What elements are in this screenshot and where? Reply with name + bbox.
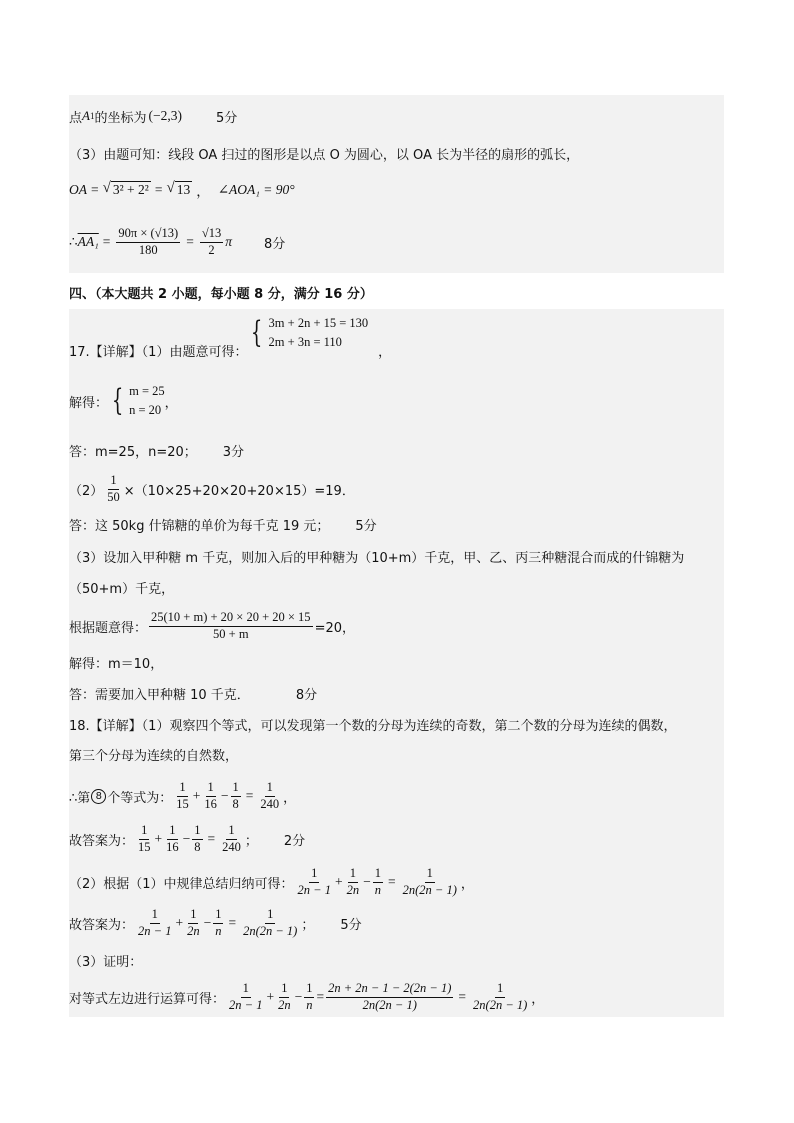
section-heading: 四、（本大题共 2 小题，每小题 8 分，满分 16 分）: [69, 286, 373, 302]
q18-answer-1: 故答案为： $\frac{1}{15}$ + $\frac{1}{16}$ − $\frac{1}{8}$ = $\frac{1}{240}$ ； 2分: [69, 822, 306, 854]
q18-intro-2: 第三个分母为连续的自然数，: [69, 748, 239, 764]
q17-part3-a: （3）设加入甲种糖 m 千克，则加入后的甲种糖为（10+m）千克，甲、乙、丙三种糖混合而成的什锦糖为: [69, 550, 685, 566]
q18-answer-2: 故答案为： $\frac{1}{2n - 1}$ + $\frac{1}{2n}$ − $\frac{1}{n}$ = $\frac{1}{2n(2n - 1)}$ ； 5分: [69, 906, 362, 938]
result-fraction: $\frac{√13}{2}$: [201, 225, 222, 257]
line-arc-length: ∴ AA₁ = $\frac{90\pi \times (√13)}{180}$ = $\frac{√13}{2}$ π 8分: [69, 225, 286, 257]
q18-proof-calc: 对等式左边进行运算可得： $\frac{1}{2n - 1}$ + $\frac{1}{2n}$ − $\frac{1}{n}$ = $\frac{2n + 2n - 1 - 2(2n - 1)}{2n(2n - 1)}$ = $\frac{1}{2n(2n - 1)}$ ，: [69, 980, 545, 1012]
line-arc-desc: （3）由题可知：线段 OA 扫过的图形是以点 O 为圆心，以 OA 长为半径的扇形的弧长，: [69, 147, 580, 163]
sqrt-13: √ 13: [166, 180, 191, 198]
q17-solution: 解得： { m = 25 n = 20 ，: [69, 383, 178, 418]
q18-intro: 18.【详解】（1）观察四个等式，可以发现第一个数的分母为连续的奇数，第二个数的分母为连续的偶数，: [69, 718, 677, 734]
mix-fraction: $\frac{25(10 + m) + 20 \times 20 + 20 \times 15}{50 + m}$: [151, 609, 311, 641]
circled-number: 8: [91, 789, 106, 804]
q18-proof: （3）证明：: [69, 954, 143, 970]
q18-eighth-equation: ∴第 8 个等式为： $\frac{1}{15}$ + $\frac{1}{16}$ − $\frac{1}{8}$ = $\frac{1}{240}$ ，: [69, 779, 297, 811]
solution-system: { m = 25 n = 20: [111, 383, 165, 418]
q17-answer: 答：m=25，n=20； 3分: [69, 444, 245, 460]
line-coordinate: 点 A 1 的坐标为 (−2,3) 5分: [69, 108, 238, 126]
equation-system: { 3m + 2n + 15 = 130 2m + 3n = 110: [251, 315, 369, 350]
arc-fraction: $\frac{90\pi \times (√13)}{180}$: [118, 225, 179, 257]
fraction-1-50: $\frac{1}{50}$: [107, 472, 120, 504]
q17-part3-solve: 解得：m＝10，: [69, 656, 164, 672]
q17-part2: （2） $\frac{1}{50}$ ×（10×25+20×20+20×15）=19．: [69, 472, 355, 504]
sqrt-expr: √ 3² + 2²: [102, 180, 149, 198]
q17-part3-b: （50+m）千克，: [69, 581, 175, 597]
line-oa-length: OA = √ 3² + 2² = √ 13 ， ∠AOA₁ = 90°: [69, 180, 295, 199]
q17-system: 17.【详解】（1）由题意可得： { 3m + 2n + 15 = 130 2m + 3n = 110 ，: [69, 315, 392, 360]
q17-part3-answer: 答：需要加入甲种糖 10 千克． 8分: [69, 687, 318, 703]
q18-general: （2）根据（1）中规律总结归纳可得： $\frac{1}{2n - 1}$ + $\frac{1}{2n}$ − $\frac{1}{n}$ = $\frac{1}{2n(2n - 1)}$ ，: [69, 865, 474, 897]
q17-part3-equation: 根据题意得： $\frac{25(10 + m) + 20 \times 20 + 20 \times 15}{50 + m}$ =20，: [69, 609, 355, 641]
q17-part2-answer: 答：这 50kg 什锦糖的单价为每千克 19 元； 5分: [69, 518, 377, 534]
